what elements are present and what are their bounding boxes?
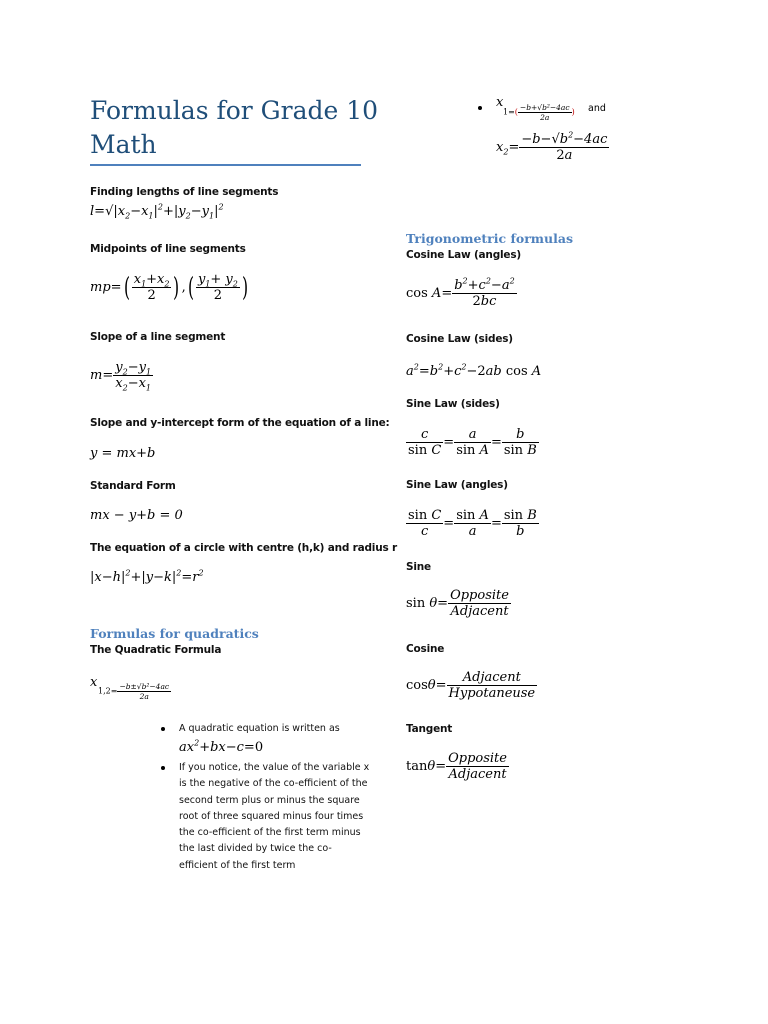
label-standard-form: Standard Form bbox=[90, 480, 176, 492]
label-cosine: Cosine bbox=[406, 643, 445, 655]
bullet-2-line: the last divided by twice the co- bbox=[179, 843, 332, 855]
bullet-2-line: the co-efficient of the first term minus bbox=[179, 827, 361, 839]
bullet-2-line: If you notice, the value of the variable x bbox=[179, 762, 370, 773]
title-underline bbox=[90, 164, 361, 166]
label-tangent: Tangent bbox=[406, 723, 453, 735]
bullet-dot bbox=[161, 766, 165, 770]
sine-denominator: Adjacent bbox=[448, 603, 511, 619]
formula-x1-var: x bbox=[496, 95, 504, 110]
formula-slope-intercept: y = mx+b bbox=[90, 446, 156, 461]
formula-quadratic-standard: $ax^2+bx-c=0$ bbox=[179, 738, 264, 755]
formula-tangent: tanθ= $\frac{\text{Opposite}}{\text{Adjacent}}$ bbox=[406, 751, 507, 782]
formula-cosine: cosθ= $\frac{\text{Adjacent}}{\text{Hypotaneuse}}$ bbox=[406, 670, 536, 701]
formula-slope: m= $\frac{y_2-y_1}{x_2-x_1}$ bbox=[90, 360, 152, 393]
heading-quadratics: Formulas for quadratics bbox=[90, 626, 259, 641]
label-sine-law-angles: Sine Law (angles) bbox=[406, 479, 508, 491]
bullet-1-text: A quadratic equation is written as bbox=[179, 723, 340, 734]
formula-sine-law-sides: $\frac{c}{\text{sin C}}$ = $\frac{a}{\text{sin A}}$ = $\frac{b}{\text{sin B}}$ bbox=[408, 427, 537, 458]
formula-quadratic-sub: 1,2= $\frac{\text{−b±√b²−4ac}}{2a}$ bbox=[98, 682, 170, 701]
label-quadratic-formula: The Quadratic Formula bbox=[90, 644, 222, 656]
label-sine: Sine bbox=[406, 561, 431, 573]
bullet-2-line: second term plus or minus the square bbox=[179, 794, 360, 806]
label-cosine-law-sides: Cosine Law (sides) bbox=[406, 333, 513, 345]
formula-standard-form: mx − y+b = 0 bbox=[90, 508, 183, 523]
label-circle: The equation of a circle with centre (h,k) and radius r bbox=[90, 542, 397, 554]
tangent-denominator: Adjacent bbox=[446, 766, 509, 782]
bullet-2-line: is the negative of the co-efficient of the bbox=[179, 778, 368, 790]
formula-quadratic: x bbox=[90, 675, 98, 690]
formula-cosine-law-sides: $a^2=b^2+c^2-2ab$ cos A bbox=[406, 362, 542, 379]
formula-sine: sin θ= $\frac{\text{Opposite}}{\text{Adjacent}}$ bbox=[406, 588, 509, 619]
bullet-dot bbox=[161, 727, 165, 731]
bullet-2-line: root of three squared minus four times bbox=[179, 810, 364, 822]
formula-cosine-law-angles: cos A= $\frac{b^2+c^2-a^2}{2bc}$ bbox=[406, 276, 515, 309]
bullet-dot bbox=[478, 106, 482, 110]
label-lengths: Finding lengths of line segments bbox=[90, 186, 279, 198]
formula-midpoint: mp=( $\frac{x_1+x_2}{2}$ ) ,( $\frac{y_1+ y_2}{2}$ ) bbox=[90, 272, 248, 303]
label-cosine-law-angles: Cosine Law (angles) bbox=[406, 249, 521, 261]
formula-x1: 1=( $\frac{\text{−b+√b²−4ac}}{2a}$ ) bbox=[503, 103, 575, 122]
page-title: Formulas for Grade 10 Math bbox=[90, 96, 379, 159]
label-midpoints: Midpoints of line segments bbox=[90, 243, 246, 255]
formula-length: $l=√|x_2-x_1|^2+|y_2-y_1|^2$ bbox=[90, 202, 224, 221]
formula-x2: $x_2=$ $\frac{-b-√b^2-4ac}{2a}$ bbox=[496, 130, 608, 163]
cosine-numerator: Adjacent bbox=[462, 670, 521, 685]
cosine-denominator: Hypotaneuse bbox=[448, 686, 536, 701]
formula-sine-law-angles: $\frac{\text{sin C}}{c}$ = $\frac{\text{sin A}}{a}$ = $\frac{\text{sin B}}{b}$ bbox=[408, 508, 537, 539]
label-slope-intercept: Slope and y-intercept form of the equation of a line: bbox=[90, 417, 390, 429]
bullet-2-line: efficient of the first term bbox=[179, 859, 296, 871]
label-slope: Slope of a line segment bbox=[90, 331, 226, 343]
label-sine-law-sides: Sine Law (sides) bbox=[406, 398, 500, 410]
bullet-2-text bbox=[179, 760, 369, 874]
heading-trig: Trigonometric formulas bbox=[406, 231, 573, 246]
formula-circle: $|x-h|^2+|y-k|^2=r^2$ bbox=[90, 568, 204, 585]
and-text: and bbox=[588, 103, 606, 114]
tangent-numerator: Opposite bbox=[448, 751, 507, 766]
sine-numerator: Opposite bbox=[450, 588, 509, 603]
